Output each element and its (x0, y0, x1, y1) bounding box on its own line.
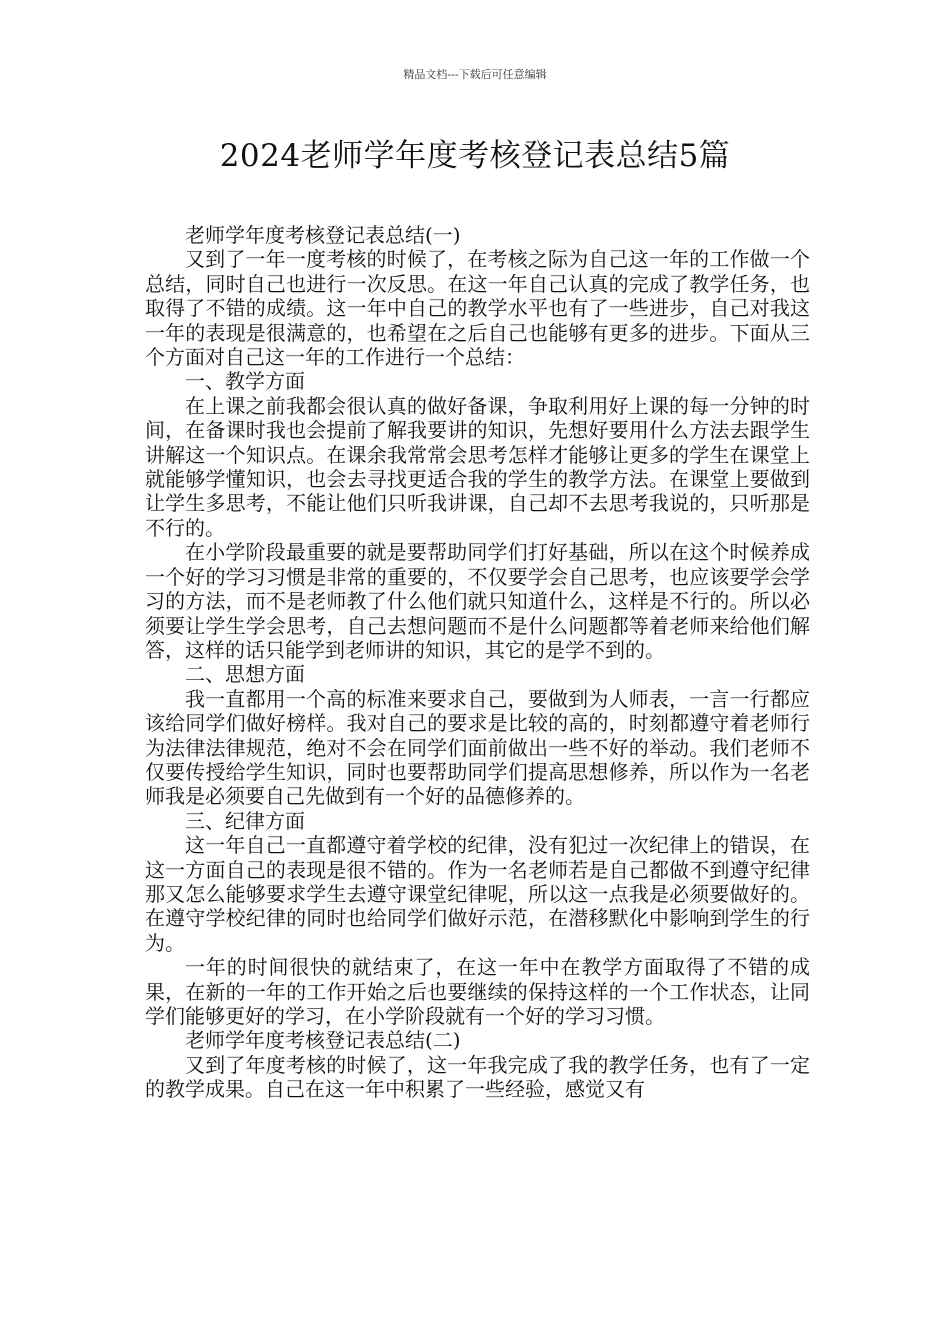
document-body (145, 223, 810, 1102)
paragraph: 在小学阶段最重要的就是要帮助同学们打好基础，所以在这个时候养成一个好的学习习惯是非常的重要的，不仅要学会自己思考，也应该要学会学习的方法，而不是老师教了什么他们就只知道什么，这样是不行的。所以必须要让学生学会思考，自己去想问题而不是什么问题都等着老师来给他们解答，这样的话只能学到老师讲的知识，其它的是学不到的。 (145, 540, 810, 662)
section-heading: 三、纪律方面 (185, 808, 305, 833)
header-note: 精品文档---下载后可任意编辑 (403, 68, 547, 81)
paragraph: 这一年自己一直都遵守着学校的纪律，没有犯过一次纪律上的错误，在这一方面自己的表现是很不错的。作为一名老师若是自己都做不到遵守纪律那又怎么能够要求学生去遵守课堂纪律呢，所以这一点我是必须要做好的。在遵守学校纪律的同时也给同学们做好示范，在潜移默化中影响到学生的行为。 (145, 833, 810, 955)
section-heading: 一、教学方面 (185, 369, 305, 394)
section-heading: 老师学年度考核登记表总结(一) (185, 223, 461, 247)
paragraph: 又到了一年一度考核的时候了，在考核之际为自己这一年的工作做一个总结，同时自己也进行一次反思。在这一年自己认真的完成了教学任务，也取得了不错的成绩。这一年中自己的教学水平也有了一些进步，自己对我这一年的表现是很满意的，也希望在之后自己也能够有更多的进步。下面从三个方面对自己这一年的工作进行一个总结： (145, 247, 810, 370)
paragraph: 一年的时间很快的就结束了，在这一年中在教学方面取得了不错的成果，在新的一年的工作开始之后也要继续的保持这样的一个工作状态，让同学们能够更好的学习，在小学阶段就有一个好的学习习惯。 (145, 955, 810, 1028)
paragraph: 在上课之前我都会很认真的做好备课，争取利用好上课的每一分钟的时间，在备课时我也会提前了解我要讲的知识，先想好要用什么方法去跟学生讲解这一个知识点。在课余我常常会思考怎样才能够让更多的学生在课堂上就能够学懂知识，也会去寻找更适合我的学生的教学方法。在课堂上要做到让学生多思考，不能让他们只听我讲课，自己却不去思考我说的，只听那是不行的。 (145, 393, 810, 540)
section-heading: 二、思想方面 (185, 662, 305, 687)
paragraph: 我一直都用一个高的标准来要求自己，要做到为人师表，一言一行都应该给同学们做好榜样。我对自己的要求是比较的高的，时刻都遵守着老师行为法律法律规范，绝对不会在同学们面前做出一些不好的举动。我们老师不仅要传授给学生知识，同时也要帮助同学们提高思想修养，所以作为一名老师我是必须要自己先做到有一个好的品德修养的。 (145, 686, 810, 809)
section-heading: 老师学年度考核登记表总结(二) (185, 1028, 461, 1053)
paragraph: 又到了年度考核的时候了，这一年我完成了我的教学任务，也有了一定的教学成果。自己在这一年中积累了一些经验，感觉又有 (145, 1052, 810, 1102)
document-title: 2024老师学年度考核登记表总结5篇 (219, 138, 731, 174)
